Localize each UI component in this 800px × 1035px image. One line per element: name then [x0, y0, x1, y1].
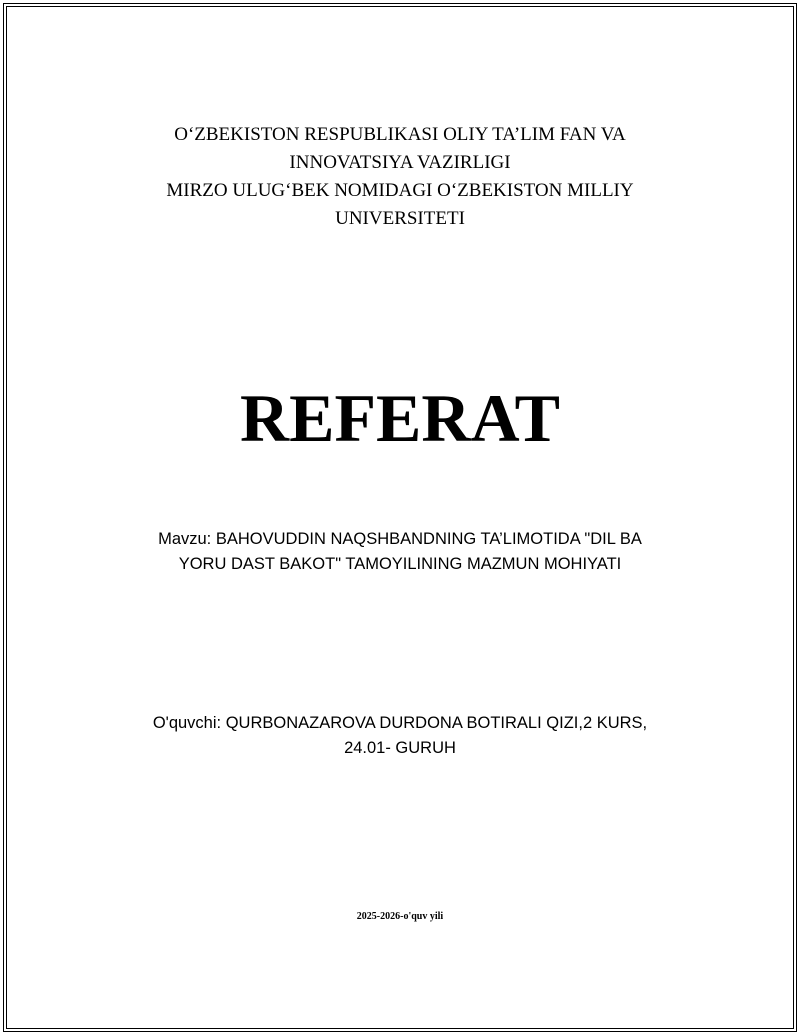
topic-line-2: YORU DAST BAKOT" TAMOYILINING MAZMUN MOHIYATI: [178, 555, 622, 573]
topic-line-1: Mavzu: BAHOVUDDIN NAQSHBANDNING TA’LIMOTIDA "DIL BA: [158, 530, 642, 548]
student-line-2: 24.01- GURUH: [344, 739, 456, 757]
header-line-4: UNIVERSITETI: [335, 208, 465, 229]
header-line-1: O‘ZBEKISTON RESPUBLIKASI OLIY TA’LIM FAN VA: [174, 124, 626, 145]
academic-year: 2025-2026-o'quv yili: [356, 911, 444, 922]
header-line-2: INNOVATSIYA VAZIRLIGI: [289, 152, 511, 173]
topic: [0, 527, 800, 577]
document-title: REFERAT: [240, 380, 560, 456]
student-info: [0, 711, 800, 761]
institution-header: [0, 121, 800, 233]
header-line-3: MIRZO ULUG‘BEK NOMIDAGI O‘ZBEKISTON MILLIY: [166, 180, 634, 201]
student-line-1: O'quvchi: QURBONAZAROVA DURDONA BOTIRALI QIZI,2 KURS,: [152, 714, 648, 732]
